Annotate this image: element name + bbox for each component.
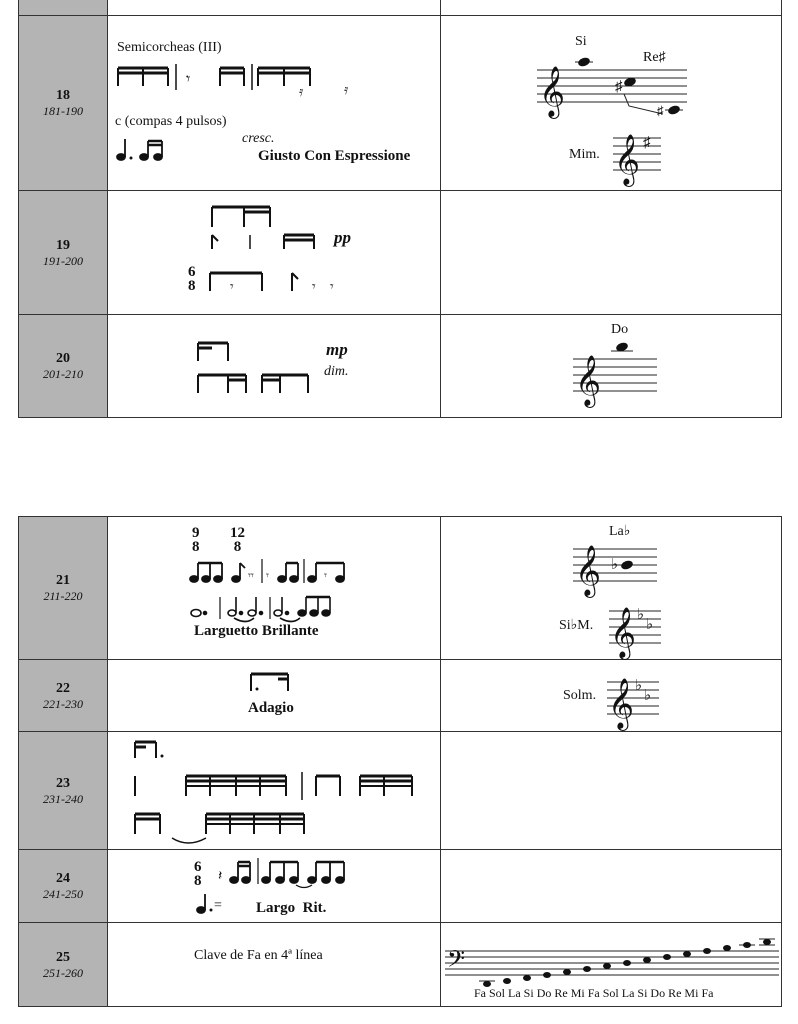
- table-row: [19, 732, 782, 850]
- scale-note: Fa: [474, 986, 486, 1000]
- lesson-range: 191-200: [43, 253, 83, 268]
- lesson-table-bottom: [18, 516, 782, 1007]
- time-signature: [192, 526, 200, 554]
- table-row: [19, 517, 782, 660]
- treble-clef-icon: 𝄞: [610, 608, 637, 657]
- table-row: [19, 315, 782, 418]
- svg-text:♭: ♭: [637, 607, 645, 623]
- dynamic-marking: mp: [326, 340, 348, 359]
- rhythm-figure: [248, 671, 294, 695]
- rhythm-figure: [198, 205, 378, 249]
- svg-text:♯: ♯: [615, 79, 623, 95]
- svg-text:♭: ♭: [644, 688, 652, 704]
- scale-note: La: [508, 986, 521, 1000]
- svg-text:♯: ♯: [657, 103, 664, 118]
- treble-clef-icon: 𝄞: [539, 67, 566, 116]
- table-row: [19, 923, 782, 1007]
- tempo-marking: Largo Rit.: [256, 900, 327, 916]
- cresc-marking: cresc.: [242, 131, 275, 146]
- svg-text:♭: ♭: [646, 617, 654, 633]
- lesson-range: 211-220: [43, 589, 83, 603]
- table-row: [19, 16, 782, 191]
- treble-clef-icon: 𝄞: [575, 546, 602, 595]
- number-cell: [19, 16, 108, 191]
- clef-description: Clave de Fa en 4ª línea: [194, 948, 323, 963]
- lesson-number: 19: [56, 237, 70, 253]
- scale-note: Fa: [587, 986, 600, 1000]
- treble-staff-notes: [573, 339, 663, 403]
- lesson-number: 21: [56, 573, 70, 588]
- lesson-number: 25: [56, 949, 70, 965]
- svg-text:𝄿: 𝄿: [299, 85, 304, 100]
- svg-text:♭: ♭: [611, 557, 619, 573]
- rhythm-cell: [108, 732, 441, 850]
- svg-text:𝄽: 𝄽: [218, 869, 223, 884]
- notes-cell: [441, 16, 782, 191]
- number-cell: [19, 660, 108, 732]
- lesson-number: 22: [56, 680, 70, 696]
- bass-staff-scale: [445, 929, 781, 987]
- svg-text:𝄾: 𝄾: [330, 280, 334, 295]
- svg-text:𝄾: 𝄾: [324, 570, 327, 582]
- number-cell: [19, 517, 108, 660]
- scale-note-names: [474, 986, 713, 1001]
- tempo-marking: Giusto Con Espressione: [258, 148, 411, 164]
- rhythm-cell: [108, 0, 441, 16]
- number-cell: [19, 315, 108, 418]
- key-signature-staff: [609, 597, 669, 657]
- note-figure: [116, 137, 176, 163]
- number-cell: [19, 191, 108, 315]
- ts-bottom: 8: [192, 539, 200, 555]
- ts-top: 9: [192, 525, 200, 541]
- lesson-range: 231-240: [43, 791, 83, 806]
- scale-note: Sol: [602, 986, 619, 1000]
- lesson-number: 24: [56, 871, 70, 886]
- key-label: Mim.: [569, 147, 600, 162]
- ts-bottom: 8: [194, 873, 202, 889]
- lesson-title: Semicorcheas (III): [117, 40, 222, 55]
- scale-note: Si: [523, 986, 534, 1000]
- notes-cell: [441, 660, 782, 732]
- tempo-marking: Larguetto Brillante: [194, 623, 319, 639]
- scale-note: Mi: [684, 986, 699, 1000]
- rhythm-cell: [108, 16, 441, 191]
- note-name-label: Do: [611, 322, 629, 337]
- lesson-range: 201-210: [43, 367, 83, 381]
- notes-cell: [441, 315, 782, 418]
- rhythm-cell: [108, 191, 441, 315]
- lesson-range: 181-190: [43, 104, 83, 118]
- notes-cell: [441, 850, 782, 923]
- ts-bottom: 8: [188, 278, 196, 294]
- svg-text:𝄾: 𝄾: [186, 71, 191, 88]
- svg-text:♭: ♭: [635, 678, 643, 694]
- scale-note: Do: [536, 986, 552, 1000]
- ts-bottom: 8: [233, 539, 242, 555]
- rhythm-figure: [116, 64, 366, 98]
- lesson-range: 221-230: [43, 696, 83, 711]
- rhythm-figure: [206, 269, 356, 299]
- dim-marking: dim.: [324, 364, 349, 379]
- scale-note: Si: [637, 986, 648, 1000]
- rhythm-figure: [196, 341, 326, 397]
- tempo-marking: Adagio: [248, 700, 294, 716]
- scale-note: Re: [668, 986, 682, 1000]
- number-cell: [19, 0, 108, 16]
- rhythm-cell: [108, 660, 441, 732]
- scale-note: Mi: [570, 986, 585, 1000]
- treble-staff-notes: [573, 535, 663, 595]
- treble-clef-icon: 𝄞: [575, 356, 602, 405]
- equals-sign: =: [214, 898, 222, 913]
- svg-text:𝄾𝄾: 𝄾𝄾: [248, 570, 254, 582]
- time-signature: [194, 860, 202, 888]
- ts-top: 12: [230, 525, 245, 541]
- time-signature: [230, 526, 245, 554]
- rhythm-figure: [190, 595, 370, 621]
- table-row: [19, 850, 782, 923]
- note-name-label: Si: [575, 34, 587, 49]
- scale-note: Re: [554, 986, 568, 1000]
- scale-note: Fa: [701, 986, 714, 1000]
- lesson-number: 18: [56, 88, 70, 103]
- svg-text:♯: ♯: [643, 135, 651, 151]
- table-row-top-stub: [19, 0, 782, 16]
- lesson-number: 23: [56, 775, 70, 791]
- number-cell: [19, 850, 108, 923]
- notes-cell: [441, 517, 782, 660]
- key-label: Si♭M.: [559, 618, 594, 633]
- scale-note: La: [621, 986, 635, 1000]
- time-signature: [188, 265, 196, 293]
- notes-cell: [441, 923, 782, 1007]
- note-name-label: La♭: [609, 524, 631, 539]
- number-cell: [19, 923, 108, 1007]
- bass-clef-icon: 𝄢: [447, 947, 466, 978]
- ts-top: 6: [188, 264, 196, 280]
- number-cell: [19, 732, 108, 850]
- table-row: [19, 660, 782, 732]
- rhythm-figure: [190, 559, 370, 585]
- svg-text:𝄾: 𝄾: [230, 280, 234, 295]
- treble-clef-icon: 𝄞: [608, 679, 635, 728]
- ts-top: 6: [194, 859, 202, 875]
- lesson-range: 241-250: [43, 887, 83, 901]
- time-signature-text: c (compas 4 pulsos): [115, 114, 227, 129]
- scale-note: Sol: [489, 986, 506, 1000]
- key-signature-staff: [607, 668, 667, 728]
- note-name-label: Re♯: [643, 50, 666, 65]
- svg-text:𝄾: 𝄾: [266, 570, 269, 582]
- table-row: [19, 191, 782, 315]
- rhythm-cell: [108, 315, 441, 418]
- rhythm-cell: [108, 923, 441, 1007]
- lesson-number: 20: [56, 351, 70, 366]
- svg-text:𝄾: 𝄾: [312, 280, 316, 295]
- notes-cell: [441, 191, 782, 315]
- notes-cell: [441, 0, 782, 16]
- rhythm-cell: [108, 517, 441, 660]
- rhythm-cell: [108, 850, 441, 923]
- scale-note: Do: [650, 986, 666, 1000]
- lesson-table-top: [18, 0, 782, 418]
- dynamic-marking: pp: [334, 228, 351, 247]
- key-label: Solm.: [563, 688, 597, 703]
- treble-clef-icon: 𝄞: [614, 135, 641, 184]
- lesson-range: 251-260: [43, 965, 83, 980]
- rhythm-figure: [216, 858, 366, 888]
- key-signature-staff: [613, 124, 673, 184]
- treble-staff-notes: [537, 52, 697, 122]
- notes-cell: [441, 732, 782, 850]
- svg-text:𝄿: 𝄿: [344, 83, 349, 98]
- rhythm-figure: [132, 740, 422, 844]
